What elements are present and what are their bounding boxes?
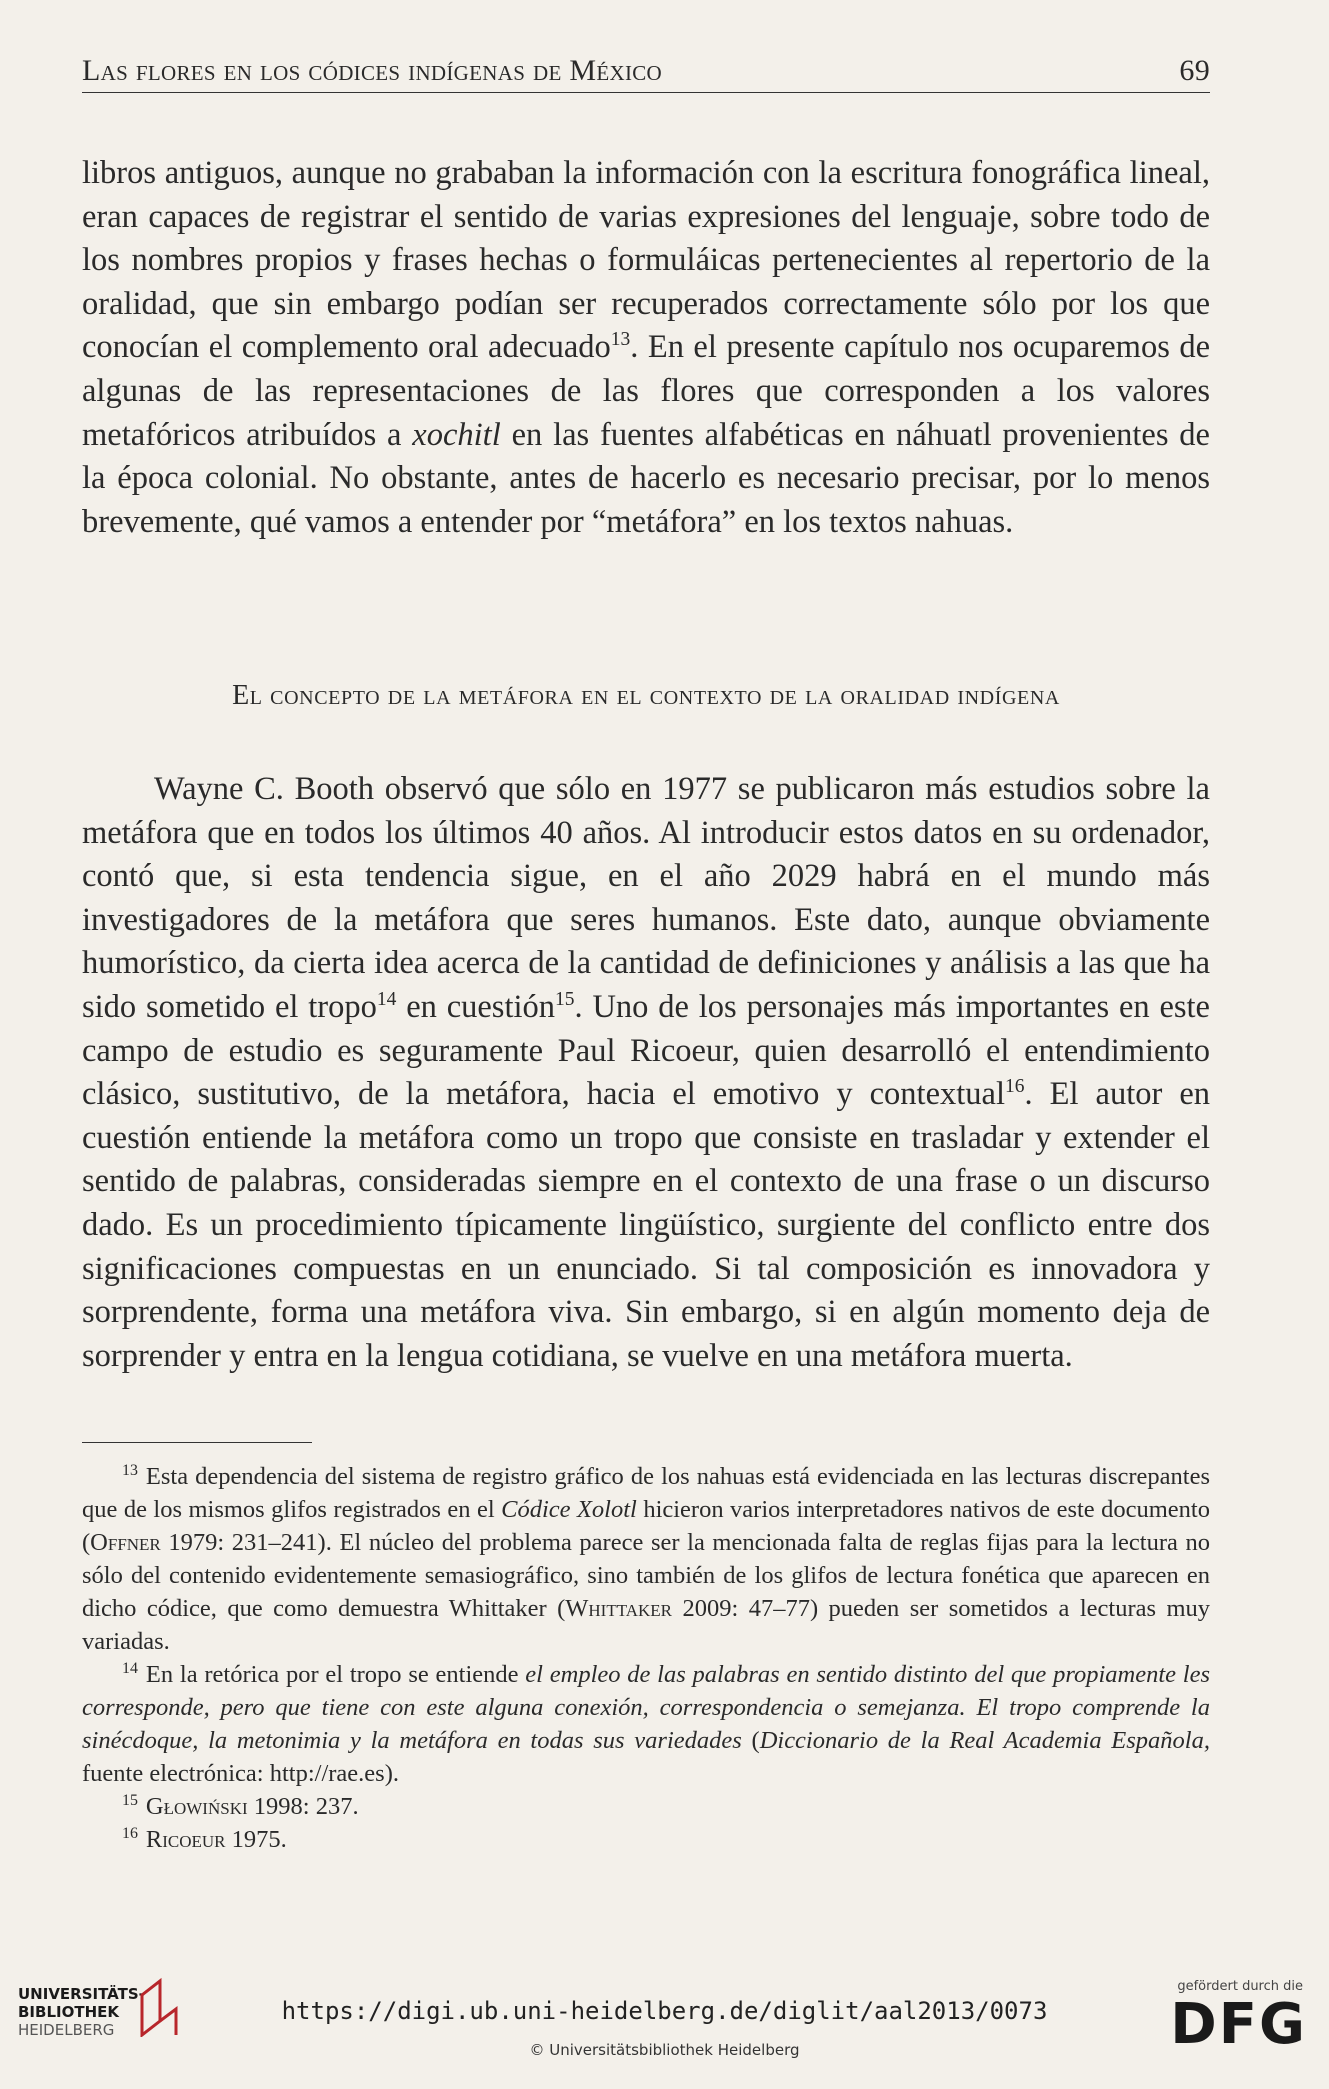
page-number: 69 [1179,54,1210,87]
section-text-3: . Uno de los personajes más importantes en este campo de estudio es seguramente Paul Ricoeur, quien desarrolló el entendimiento clásico, sustitutivo, de la metáfora, hacia el emotivo y contextual [82,988,1210,1113]
footnote-divider [82,1442,312,1443]
footnote-mark: 13 [122,1461,138,1479]
section-text-1: Wayne C. Booth observó que sólo en 1977 se publicaron más estudios sobre la metáfora que en todos los últimos 40 años. Al introducir estos datos en su ordenador, contó que, si esta tendencia sigue, en el año 2029 habrá en el mundo más investigadores de la metáfora que seres humanos. Este dato, aunque obviamente humorístico, da cierta idea acerca de la cantidad de definiciones y análisis a las que ha sido sometido el tropo [82,771,1210,1025]
intro-text-2: . En el presente capítulo nos ocuparemos de algunas de las representaciones de las flores que corresponden a los valores metafóricos atribuídos a [82,329,1210,453]
digitization-footer [0,1955,1329,2089]
footnote-14: $^{14}$ En la retórica por el tropo se entiende el empleo de las palabras en sentido distinto del que propiamente les corresponde, pero que tiene con este alguna conexión, correspondencia o semejanza. El tropo comprende la sinécdoque, la metonimia y la metáfora en todas sus variedades (Diccionario de la Real Academia Española, fuente electrónica: http://rae.es). [82,1659,1210,1787]
footnote-16: $^{16}$ Ricoeur 1975. [122,1824,287,1853]
footnote-13: $^{13}$ Esta dependencia del sistema de registro gráfico de los nahuas está evidenciada en las lecturas discrepantes que de los mismos glifos registrados en el Códice Xolotl hicieron varios interpretadores nativos de este documento (Offner 1979: 231–241). El núcleo del problema parece ser la mencionada falta de reglas fijas para la lectura no sólo del contenido evidentemente semasiográfico, sino también de los glifos de lectura fonética que aparecen en dicho códice, que como demuestra Whittaker (Whittaker 2009: 47–77) pueden ser sometidos a lecturas muy variadas. [82,1461,1211,1655]
source-url-link[interactable]: https://digi.ub.uni-heidelberg.de/diglit/aal2013/0073 [281,1997,1048,2025]
footnote-mark: 15 [122,1791,138,1809]
running-title: Las flores en los códices indígenas de México [82,54,663,87]
term-xochitl: xochitl [412,416,501,453]
footnotes [82,1460,1210,1856]
dfg-logo[interactable]: DFG [1170,1992,1307,2057]
section-text-4: . El autor en cuestión entiende la metáfora como un tropo que consiste en trasladar y extender el sentido de palabras, consideradas siempre en el contexto de una frase o un discurso dado. Es un procedimiento típicamente lingüístico, surgiente del conflicto entre dos significaciones compuestas en un enunciado. Si tal composición es innovadora y sorprendente, forma una metáfora viva. Sin embargo, si en algún momento deja de sorprender y entra en la lengua cotidiana, se vuelve en una metáfora muerta. [82,1076,1211,1374]
library-logo[interactable]: UNIVERSITÄTS- BIBLIOTHEK HEIDELBERG [18,1985,145,2039]
footnote-mark: 16 [122,1824,138,1842]
copyright-notice: © Universitätsbibliothek Heidelberg [529,2041,800,2059]
footnote-ref-15[interactable]: 15 [555,989,575,1011]
footnote-ref-14[interactable]: 14 [376,989,397,1011]
section-paragraph [82,768,1210,1378]
intro-paragraph [82,152,1210,544]
footnote-ref-16[interactable]: 16 [1004,1076,1025,1098]
footnote-mark: 14 [122,1659,138,1677]
section-text-2: en cuestión [396,988,556,1025]
running-head [82,54,1210,93]
section-heading: El concepto de la metáfora en el contexto de la oralidad indígena [232,680,1060,711]
intro-text-1: libros antiguos, aunque no grababan la información con la escritura fonográfica lineal, eran capaces de registrar el sentido de varias expresiones del lenguaje, sobre todo de los nombres propios y frases hechas o formuláicas pertenecientes al repertorio de la oralidad, que sin embargo podían ser recuperados correctamente sólo por los que conocían el complemento oral adecuado [82,155,1210,366]
funding-note: gefördert durch die [1177,1979,1303,1994]
intro-text-3: en las fuentes alfabéticas en náhuatl provenientes de la época colonial. No obstante, antes de hacerlo es necesario precisar, por lo menos brevemente, qué vamos a entender por “metáfora” en los textos nahuas. [82,416,1210,540]
footnote-ref-13[interactable]: 13 [610,329,631,351]
footnote-15: $^{15}$ Głowiński 1998: 237. [122,1791,359,1820]
